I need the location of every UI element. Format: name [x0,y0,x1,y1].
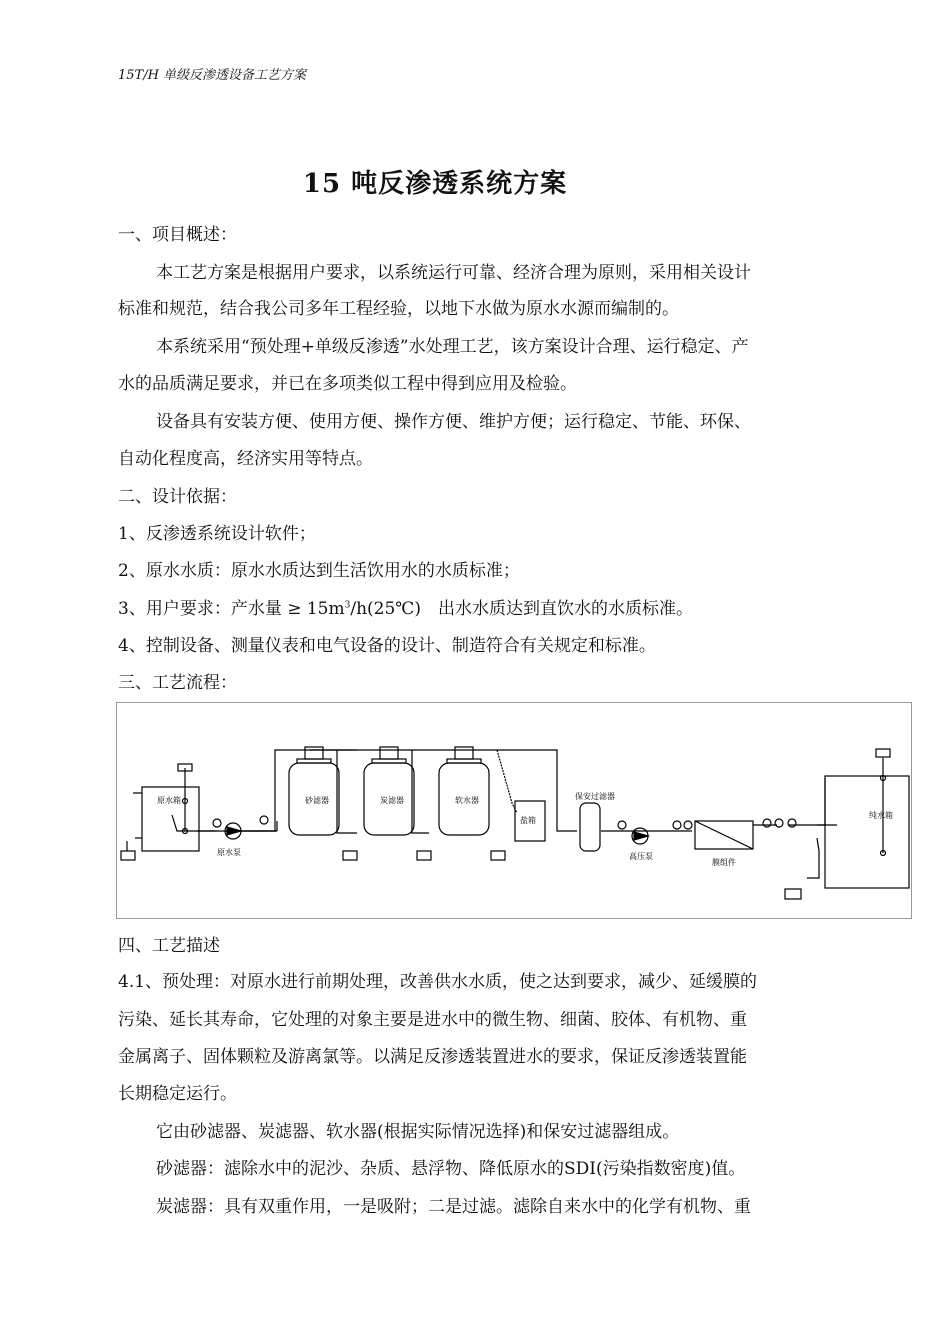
list-item: 4、控制设备、测量仪表和电气设备的设计、制造符合有关规定和标准。 [118,636,656,656]
page-title: 15 吨反渗透系统方案 [302,169,568,199]
list-item: 2、原水水质：原水水质达到生活饮用水的水质标准； [118,561,520,581]
label-raw-tank: 原水箱 [157,796,181,805]
label-carbon-filter: 炭滤器 [380,796,404,805]
section-4-heading: 四、工艺描述 [118,936,220,956]
paragraph-text: 本系统采用“预处理+单级反渗透”水处理工艺，该方案设计合理、运行稳定、产 [156,337,749,357]
section-1-heading: 一、项目概述： [118,225,237,245]
superscript: 3 [344,600,351,611]
section-3-heading: 三、工艺流程： [118,673,237,693]
paragraph-text: 4.1、预处理：对原水进行前期处理，改善供水水质，使之达到要求，减少、延缓膜的 [118,972,758,992]
label-salt-tank: 盐箱 [520,816,536,825]
label-softener: 软水器 [455,796,479,805]
paragraph-text: 它由砂滤器、炭滤器、软水器(根据实际情况选择)和保安过滤器组成。 [156,1122,680,1142]
paragraph-text: 水的品质满足要求，并已在多项类似工程中得到应用及检验。 [118,374,577,394]
paragraph-text: 自动化程度高，经济实用等特点。 [118,449,373,469]
paragraph-text: 砂滤器：滤除水中的泥沙、杂质、悬浮物、降低原水的SDI(污染指数密度)值。 [156,1159,746,1179]
label-security-filter: 保安过滤器 [575,792,615,801]
label-pure-tank: 纯水箱 [869,811,893,820]
label-high-pressure-pump: 高压泵 [629,852,653,861]
paragraph-text: 标准和规范，结合我公司多年工程经验，以地下水做为原水水源而编制的。 [118,299,679,319]
list-item: 3、用户要求：产水量 ≥ $15m^3/h(25℃)$ 出水水质达到直饮水的水质标准。 [118,599,693,619]
paragraph-text: 金属离子、固体颗粒及游离氯等。以满足反渗透装置进水的要求，保证反渗透装置能 [118,1047,747,1067]
paragraph-text: 长期稳定运行。 [118,1084,237,1104]
process-flow-diagram [116,702,912,919]
section-2-heading: 二、设计依据： [118,487,237,507]
paragraph-text: 污染、延长其寿命，它处理的对象主要是进水中的微生物、细菌、胶体、有机物、重 [118,1010,747,1030]
label-sand-filter: 砂滤器 [305,796,329,805]
paragraph-text: 炭滤器：具有双重作用，一是吸附；二是过滤。滤除自来水中的化学有机物、重 [156,1197,751,1217]
paragraph-text: 设备具有安装方便、使用方便、操作方便、维护方便；运行稳定、节能、环保、 [156,412,751,432]
list-item: 1、反渗透系统设计软件； [118,524,316,544]
page-header: 15T/H 单级反渗透设备工艺方案 [118,68,307,83]
label-ro-module: 膜组件 [712,858,736,867]
label-raw-pump: 原水泵 [217,848,241,857]
paragraph-text: 本工艺方案是根据用户要求，以系统运行可靠、经济合理为原则，采用相关设计 [156,263,751,283]
